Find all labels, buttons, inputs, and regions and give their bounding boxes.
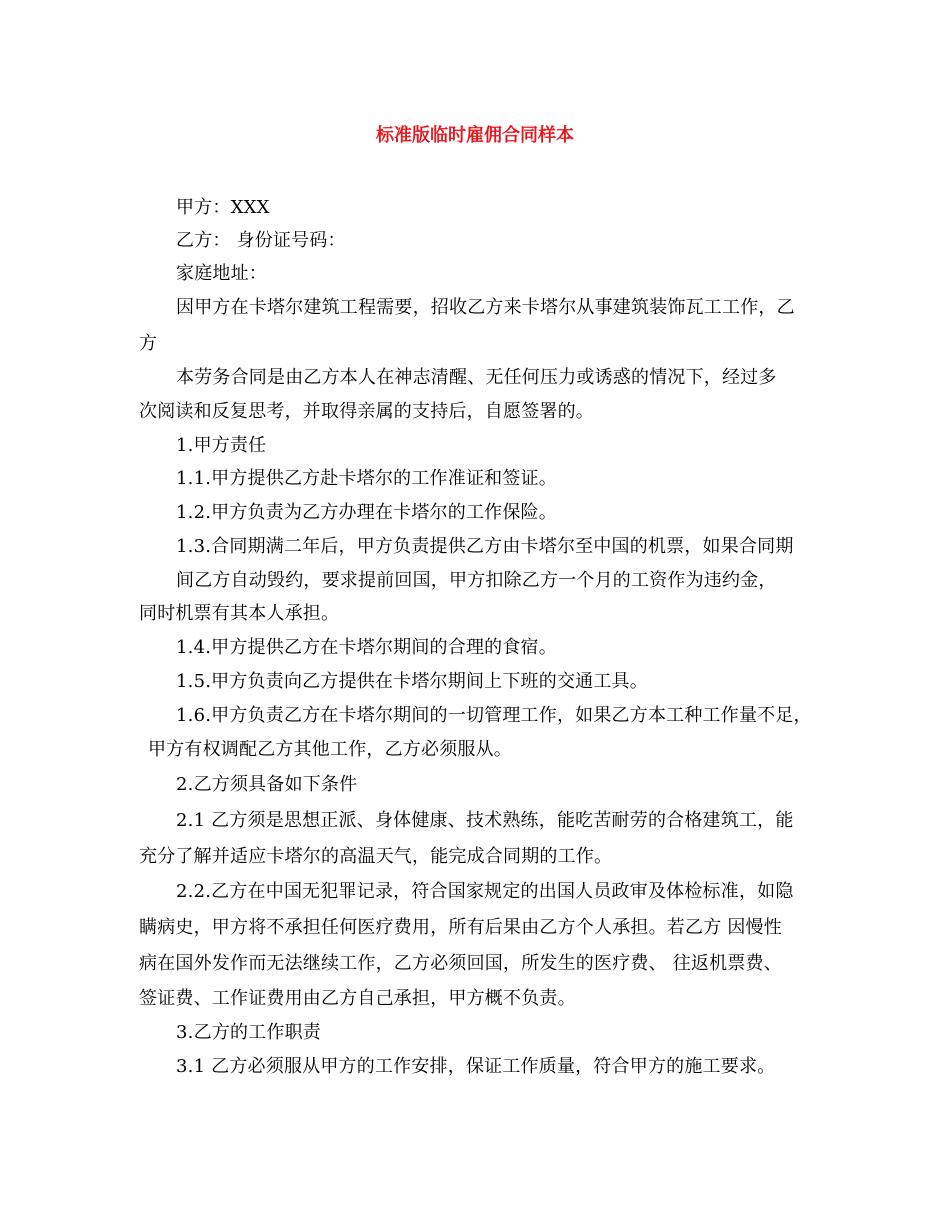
clause-line: 1.2.甲方负责为乙方办理在卡塔尔的工作保险。	[176, 502, 557, 523]
party-a-line: 甲方：XXX	[176, 197, 270, 218]
clause-line: 签证费、工作证费用由乙方自己承担，甲方概不负责。	[139, 988, 576, 1009]
clause-line: 瞒病史，甲方将不承担任何医疗费用，所有后果由乙方个人承担。若乙方 因慢性	[139, 917, 782, 938]
clause-line: 2.1 乙方须是思想正派、身体健康、技术熟练，能吃苦耐劳的合格建筑工，能	[176, 810, 794, 831]
clause-line: 病在国外发作而无法继续工作，乙方必须回国，所发生的医疗费、 往返机票费、	[139, 953, 782, 974]
clause-line: 2.2.乙方在中国无犯罪记录，符合国家规定的出国人员政审及体检标准，如隐	[176, 881, 794, 902]
paragraph-line: 因甲方在卡塔尔建筑工程需要，招收乙方来卡塔尔从事建筑装饰瓦工工作，乙	[176, 297, 795, 318]
paragraph-line: 次阅读和反复思考，并取得亲属的支持后，自愿签署的。	[139, 401, 594, 422]
clause-line: 1.4.甲方提供乙方在卡塔尔期间的合理的食宿。	[176, 637, 557, 658]
clause-line: 1.1.甲方提供乙方赴卡塔尔的工作准证和签证。	[176, 468, 557, 489]
clause-line: 1.6.甲方负责乙方在卡塔尔期间的一切管理工作，如果乙方本工种工作量不足，	[176, 705, 812, 726]
clause-line: 3.1 乙方必须服从甲方的工作安排，保证工作质量，符合甲方的施工要求。	[176, 1056, 776, 1077]
clause-line: 同时机票有其本人承担。	[139, 603, 340, 624]
clause-line: 充分了解并适应卡塔尔的高温天气，能完成合同期的工作。	[139, 846, 613, 867]
paragraph-line: 方	[139, 333, 158, 354]
section-heading: 2.乙方须具备如下条件	[176, 774, 358, 795]
clause-line: 甲方有权调配乙方其他工作，乙方必须服从。	[148, 739, 512, 760]
home-address-line: 家庭地址：	[176, 263, 267, 284]
clause-line: 1.3.合同期满二年后，甲方负责提供乙方由卡塔尔至中国的机票，如果合同期	[176, 536, 794, 557]
party-b-line: 乙方： 身份证号码：	[176, 230, 346, 251]
document-title: 标准版临时雇佣合同样本	[376, 125, 574, 146]
clause-line: 间乙方自动毁约，要求提前回国，甲方扣除乙方一个月的工资作为违约金，	[176, 570, 777, 591]
section-heading: 1.甲方责任	[176, 435, 267, 456]
paragraph-line: 本劳务合同是由乙方本人在神志清醒、无任何压力或诱惑的情况下，经过多	[176, 367, 777, 388]
clause-line: 1.5.甲方负责向乙方提供在卡塔尔期间上下班的交通工具。	[176, 671, 648, 692]
section-heading: 3.乙方的工作职责	[176, 1022, 321, 1043]
